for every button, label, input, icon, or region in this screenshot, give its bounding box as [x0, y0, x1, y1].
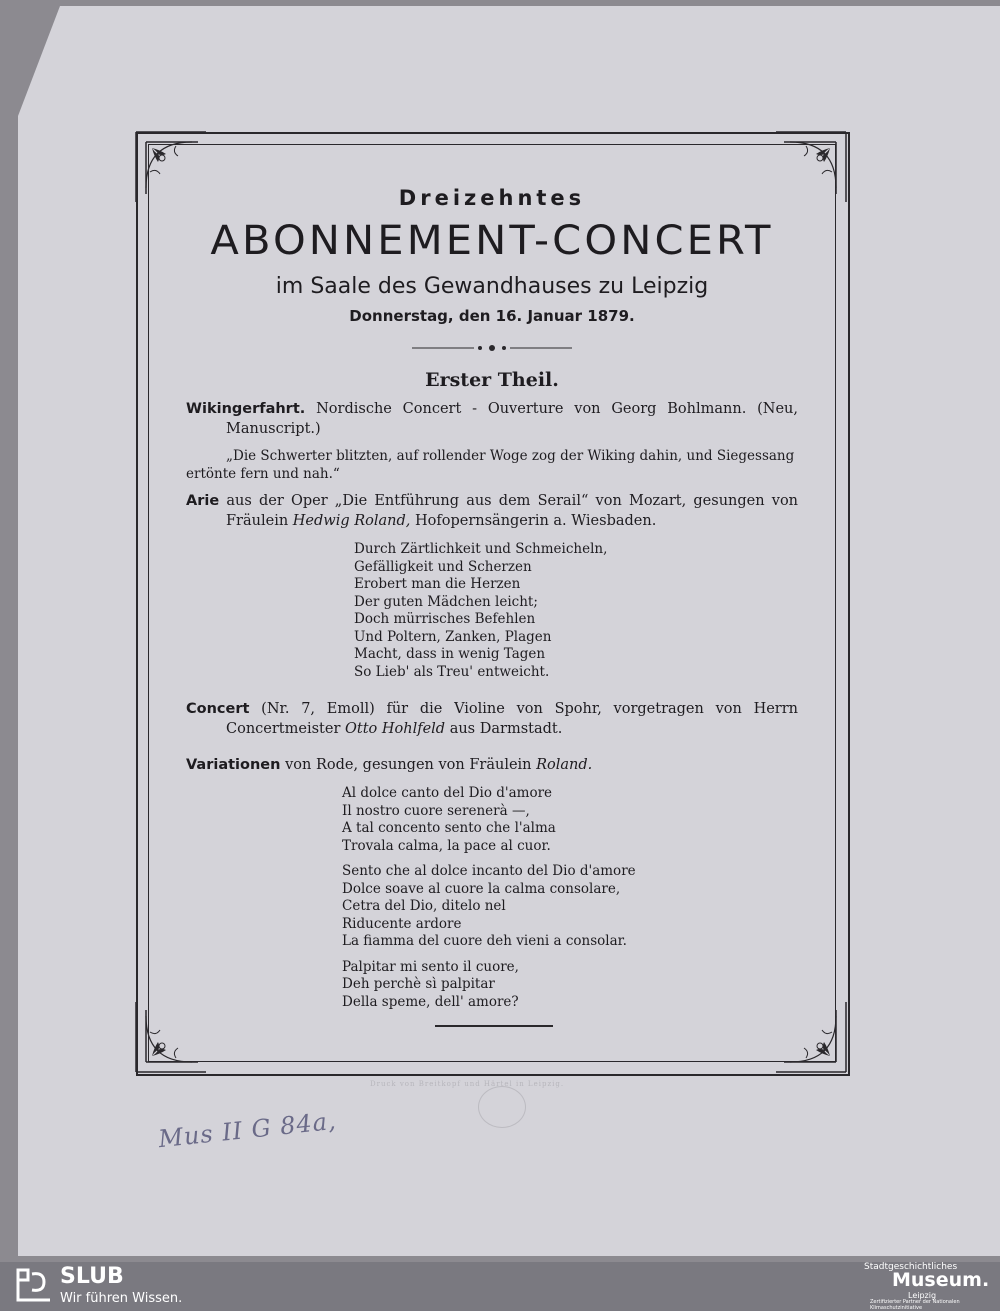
slub-logo-icon[interactable] [14, 1268, 54, 1302]
verse-line: Palpitar mi sento il cuore, [342, 958, 519, 975]
item-text: aus der Oper „Die Entführung aus dem Serail“ von Mozart, gesungen von Fräulein [226, 493, 799, 529]
slub-name[interactable]: SLUB [60, 1264, 124, 1289]
verse-line: Doch mürrisches Befehlen [354, 611, 536, 627]
verse-german [354, 541, 798, 681]
item-text: Nordische Concert - Ouverture von Georg Bohlmann. (Neu, Manuscript.) [226, 401, 798, 437]
item-text: aus Darmstadt. [449, 721, 563, 737]
museum-pre: Stadtgeschichtliches [864, 1262, 958, 1272]
section-title: Erster Theil. [425, 369, 559, 391]
museum-name[interactable]: Museum. [892, 1269, 990, 1291]
verse-line: Und Poltern, Zanken, Plagen [354, 628, 552, 645]
verse-line: Der guten Mädchen leicht; [354, 593, 538, 610]
verse-line: Il nostro cuore serenerà —, [342, 802, 530, 819]
performer-name: Roland. [536, 757, 593, 773]
programme-content [186, 186, 798, 1027]
slub-tagline: Wir führen Wissen. [60, 1291, 183, 1306]
item-text: von Rode, gesungen von Fräulein [285, 757, 532, 773]
verse-line: Macht, dass in wenig Tagen [354, 646, 546, 662]
item-text: Hofopernsängerin a. Wiesbaden. [415, 513, 657, 529]
verse-line: Della speme, dell' amore? [342, 993, 519, 1010]
verse-italian [342, 785, 798, 1011]
venue-line: im Saale des Gewandhauses zu Leipzig [275, 274, 709, 299]
verse-line: Sento che al dolce incanto del Dio d'amore [342, 863, 636, 879]
verse-line: Riducente ardore [342, 915, 462, 932]
item-label: Wikingerfahrt. [186, 401, 306, 417]
printer-imprint: Druck von Breitkopf und Härtel in Leipzig. [370, 1080, 565, 1088]
end-rule [435, 1025, 553, 1027]
verse-line: Cetra del Dio, ditelo nel [342, 898, 506, 914]
page-title: ABONNEMENT-CONCERT [210, 218, 774, 264]
programme-item-variationen [186, 755, 798, 775]
museum-partner-note: Zertifizierter Partner der Nationalen Klimaschutzinitiative [870, 1299, 960, 1311]
item-label: Arie [186, 493, 220, 509]
divider-ornament-icon [412, 343, 572, 353]
item-label: Variationen [186, 757, 281, 773]
programme-item-wikingerfahrt [186, 399, 798, 439]
verse-line: Erobert man die Herzen [354, 576, 521, 592]
verse-line: Deh perchè sì palpitar [342, 976, 495, 992]
verse-line: Trovala calma, la pace al cuor. [342, 837, 551, 854]
programme-item-arie [186, 491, 798, 531]
item-quote: „Die Schwerter blitzten, auf rollender Woge zog der Wiking dahin, und Siegessang ertönte fern und nah.“ [186, 448, 795, 482]
museum-city: Leipzig [908, 1291, 937, 1300]
verse-line: La fiamma del cuore deh vieni a consolar. [342, 933, 627, 949]
verse-line: A tal concento sento che l'alma [342, 820, 556, 836]
handwritten-shelfmark: Mus II G 84a, [157, 1106, 338, 1154]
item-label: Concert [186, 701, 250, 717]
verse-line: Al dolce canto del Dio d'amore [342, 785, 553, 801]
programme-item-concert [186, 699, 798, 739]
performer-name: Otto Hohlfeld [344, 721, 446, 737]
verse-line: Dolce soave al cuore la calma consolare, [342, 880, 621, 897]
item-text: (Nr. 7, Emoll) für die Violine von Spohr, vorgetragen von Herrn Concertmeister [226, 701, 798, 737]
verse-line: So Lieb' als Treu' entweicht. [354, 663, 550, 680]
verse-line: Gefälligkeit und Scherzen [354, 558, 532, 575]
library-stamp-icon [478, 1086, 526, 1128]
concert-date: Donnerstag, den 16. Januar 1879. [349, 307, 635, 325]
performer-name: Hedwig Roland, [292, 513, 411, 529]
concert-number: Dreizehntes [398, 186, 586, 210]
verse-line: Durch Zärtlichkeit und Schmeicheln, [354, 541, 608, 557]
